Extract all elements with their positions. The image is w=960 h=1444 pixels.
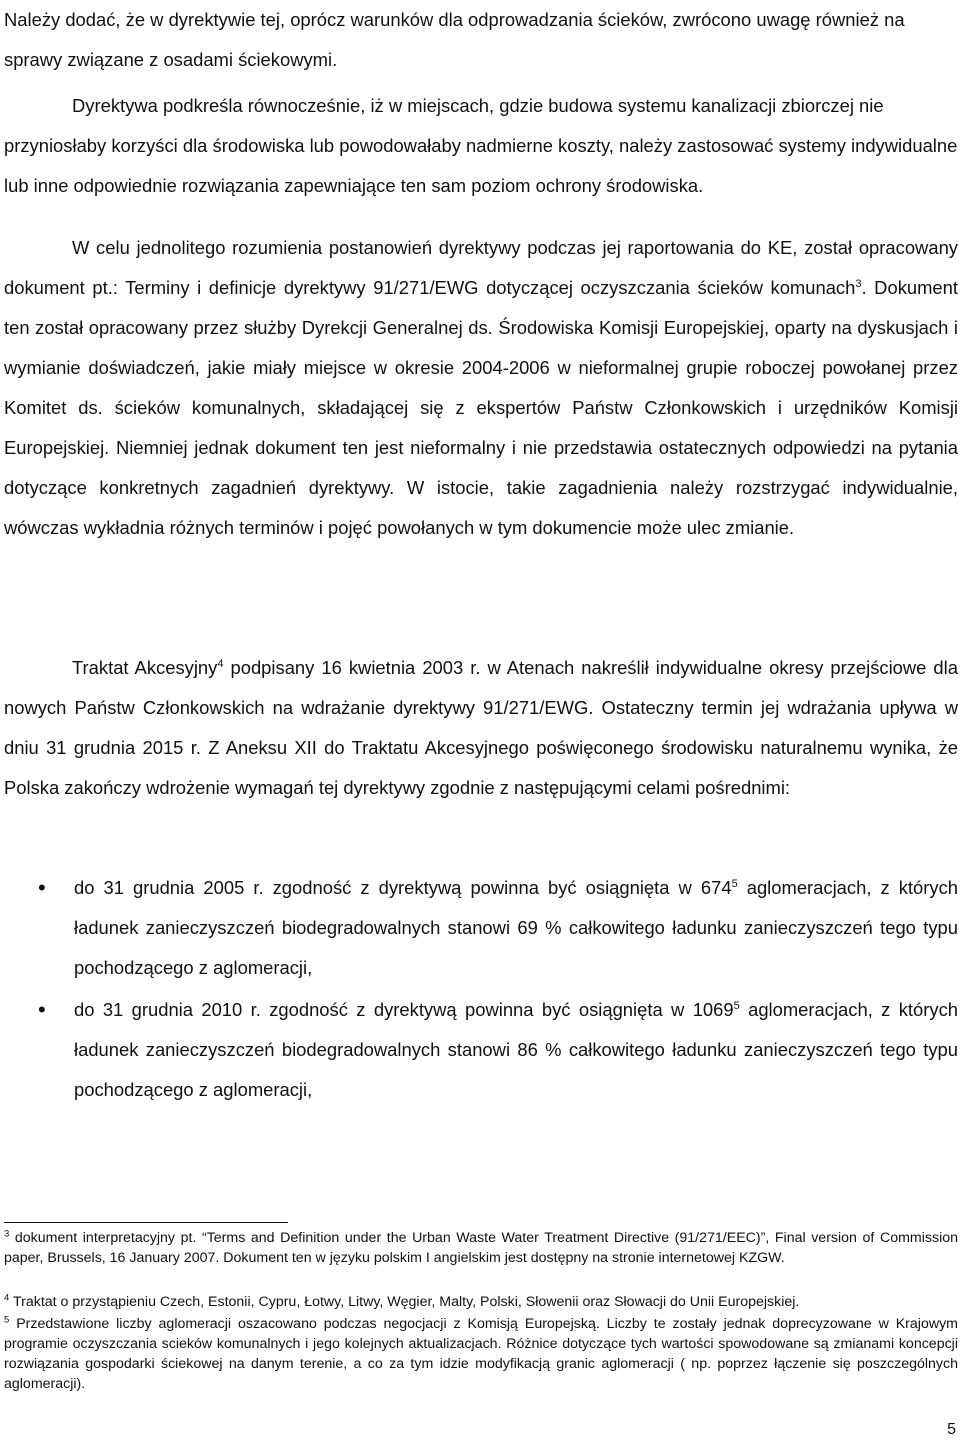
bullet-item <box>38 990 959 1110</box>
page-number: 5 <box>947 1421 956 1438</box>
footnote-ref: 5 <box>731 877 738 890</box>
bullet-text: do 31 grudnia 2010 r. zgodność z dyrektywą powinna być osiągnięta w 1069 <box>74 999 734 1020</box>
footnote-number: 5 <box>4 1314 10 1326</box>
bullet-item <box>38 868 958 988</box>
paragraph-text: Dyrektywa podkreśla równocześnie, iż w miejscach, gdzie budowa systemu kanalizacji zbiorczej nie przyniosłaby korzyści dla środowiska lub powodowałaby nadmierne koszty, należy zastosować systemy indywidualne lub inne odpowiednie rozwiązania zapewniające ten sam poziom ochrony środowiska. <box>4 95 958 196</box>
paragraph-text: W celu jednolitego rozumienia postanowień dyrektywy podczas jej raportowania do KE, został opracowany dokument pt.: Terminy i definicje dyrektywy 91/271/EWG dotyczącej oczyszczania ścieków komunach <box>4 237 958 298</box>
footnote-ref: 5 <box>733 999 740 1012</box>
footnote-number: 3 <box>4 1228 10 1240</box>
bullet-icon: • <box>38 997 46 1022</box>
paragraph-interpretation-document <box>4 228 958 548</box>
paragraph-text: Należy dodać, że w dyrektywie tej, oprócz warunków dla odprowadzania ścieków, zwrócono uwagę również na sprawy związane z osadami ściekowymi. <box>4 9 905 70</box>
paragraph-sludge <box>4 0 958 80</box>
bullet-icon: • <box>38 875 46 900</box>
bullet-text: do 31 grudnia 2005 r. zgodność z dyrektywą powinna być osiągnięta w 674 <box>74 877 732 898</box>
paragraph-text: Traktat Akcesyjny <box>72 657 218 678</box>
paragraph-text: podpisany 16 kwietnia 2003 r. w Atenach nakreślił indywidualne okresy przejściowe dla nowych Państw Członkowskich na wdrażanie dyrektywy 91/271/EWG. Ostateczny termin jej wdrażania upływa w dniu 31 grudnia 2015 r. Z Aneksu XII do Traktatu Akcesyjnego poświęconego środowisku naturalnemu wynika, że Polska zakończy wdrożenie wymagań tej dyrektywy zgodnie z następującymi celami pośrednimi: <box>4 657 958 798</box>
footnote-text: dokument interpretacyjny pt. “Terms and Definition under the Urban Waste Water Treatment Directive (91/271/EEC)”, Final version of Commission paper, Brussels, 16 January 2007. Dokument ten w języku polskim I angielskim jest dostępny na stronie internetowej KZGW. <box>4 1230 958 1266</box>
footnote-4 <box>4 1292 958 1312</box>
footnote-separator <box>4 1222 288 1223</box>
footnote-text: Traktat o przystąpieniu Czech, Estonii, Cypru, Łotwy, Litwy, Węgier, Malty, Polski, Słowenii oraz Słowacji do Unii Europejskiej. <box>9 1294 800 1310</box>
footnote-5 <box>4 1314 958 1394</box>
footnote-ref: 3 <box>855 277 862 290</box>
footnote-ref: 4 <box>217 657 224 670</box>
bullet-text: aglomeracjach, z których ładunek zanieczyszczeń biodegradowalnych stanowi 86 % całkowitego ładunku zanieczyszczeń tego typu pochodzącego z aglomeracji, <box>74 999 959 1100</box>
paragraph-individual-systems <box>4 86 958 206</box>
footnote-3 <box>4 1228 958 1268</box>
footnote-number: 4 <box>4 1292 10 1304</box>
footnote-text: Przedstawione liczby aglomeracji oszacowano podczas negocjacji z Komisją Europejską. Liczby te zostały jednak doprecyzowane w Krajowym programie oczyszczania scieków komunalnych i jego kolejnych aktualizacjach. Różnice dotyczące tych wartości spowodowane są zmianami koncepcji rozwiązania gospodarki ściekowej na danym terenie, a co za tym idzie modyfikacją granic aglomeracji ( np. poprzez łączenie się poszczególnych aglomeracji). <box>4 1316 958 1392</box>
paragraph-accession-treaty <box>4 648 958 808</box>
bullet-text: aglomeracjach, z których ładunek zanieczyszczeń biodegradowalnych stanowi 69 % całkowitego ładunku zanieczyszczeń tego typu pochodzącego z aglomeracji, <box>74 877 958 978</box>
paragraph-text: . Dokument ten został opracowany przez służby Dyrekcji Generalnej ds. Środowiska Komisji Europejskiej, oparty na dyskusjach i wymianie doświadczeń, jakie miały miejsce w okresie 2004-2006 w nieformalnej grupie roboczej powołanej przez Komitet ds. ścieków komunalnych, składającej się z ekspertów Państw Członkowskich i urzędników Komisji Europejskiej. Niemniej jednak dokument ten jest nieformalny i nie przedstawia ostatecznych odpowiedzi na pytania dotyczące konkretnych zagadnień dyrektywy. W istocie, takie zagadnienia należy rozstrzygać indywidualnie, wówczas wykładnia różnych terminów i pojęć powołanych w tym dokumencie może ulec zmianie. <box>4 277 958 538</box>
